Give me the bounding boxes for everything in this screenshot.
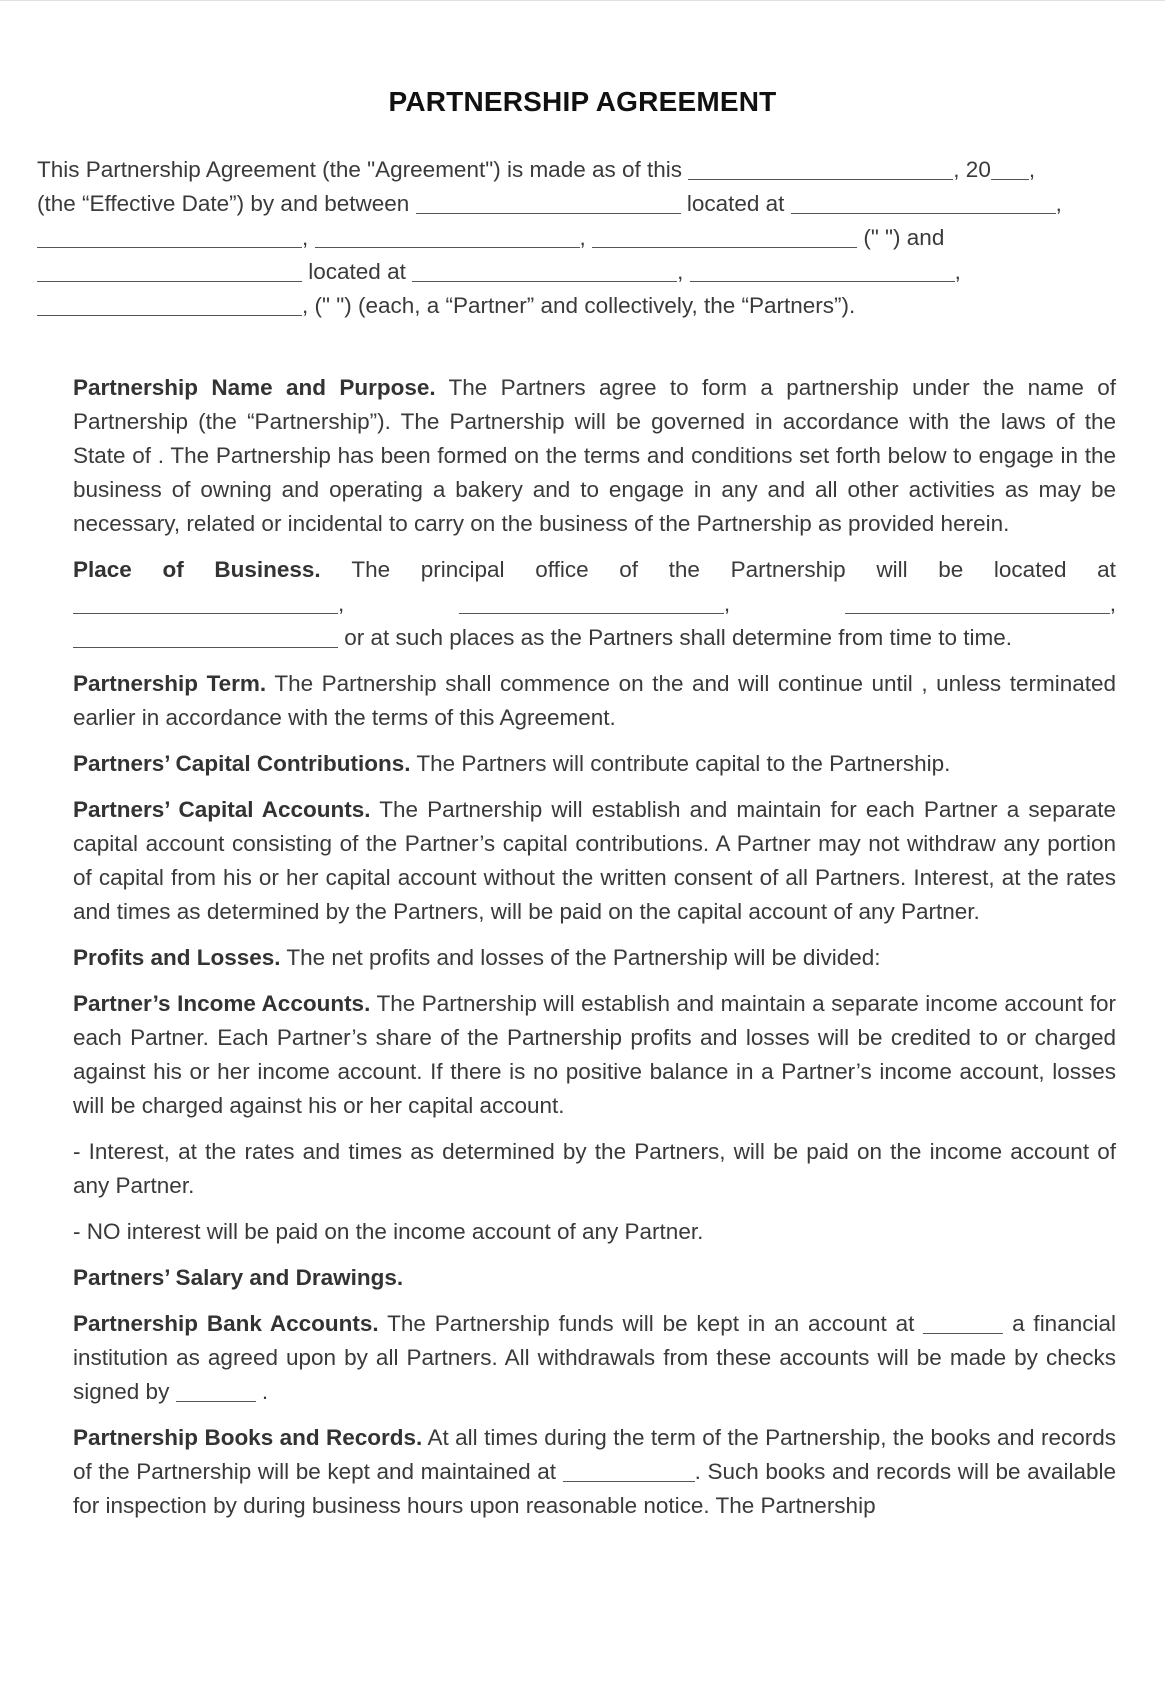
records-location-blank[interactable] <box>563 1457 695 1482</box>
partner2-city-blank[interactable] <box>690 257 955 282</box>
partner1-name-blank[interactable] <box>416 189 681 214</box>
section-place-of-business <box>73 553 1116 655</box>
section-text: a financial institution as agreed upon by all Partners. All withdrawals from these accounts will be made by checks signed by <box>73 1311 1116 1404</box>
section-heading: Partnership Name and Purpose. <box>73 375 436 400</box>
section-heading: Partners’ Capital Accounts. <box>73 797 371 822</box>
document-title: PARTNERSHIP AGREEMENT <box>388 86 777 117</box>
section-text: The Partnership will establish and maintain a separate income account for each Partner. Each Partner’s share of the Partnership profits and losses will be credited to or charged against his or her income account. If there is no positive balance in a Partner’s income account, losses will be charged against his or her capital account. <box>73 991 1116 1118</box>
intro-text: This Partnership Agreement (the "Agreement") is made as of this <box>37 157 683 182</box>
section-text: of <box>619 557 639 582</box>
section-text: . Such books and records will be available for inspection by during business hours upon reasonable notice. The Partnership <box>73 1459 1116 1518</box>
intro-block <box>37 153 1097 323</box>
comma: , <box>1028 157 1036 182</box>
comma: , <box>302 225 309 250</box>
office-city-blank[interactable] <box>459 589 724 614</box>
comma: , <box>1109 591 1116 616</box>
section-books-records <box>73 1421 1116 1523</box>
section-text: principal <box>420 557 505 582</box>
section-heading: Partnership Term. <box>73 671 267 696</box>
section-name-purpose <box>73 371 1116 541</box>
intro-text: (" ") and <box>863 225 945 250</box>
office-zip-blank[interactable] <box>73 623 338 648</box>
section-heading: Partner’s Income Accounts. <box>73 991 371 1016</box>
comma: , <box>954 259 961 284</box>
partner2-name-blank[interactable] <box>37 257 302 282</box>
office-address-blank[interactable] <box>73 589 338 614</box>
partner2-state-blank[interactable] <box>37 291 302 316</box>
pob-line-2 <box>73 587 1116 621</box>
section-text: The Partnership will establish and maintain for each Partner a separate capital account consisting of the Partner’s capital contributions. A Partner may not withdraw any portion of capital from his or her capital account without the written consent of all Partners. Interest, at the rates and times as determined by the Partners, will be paid on the capital account of any Partner. <box>73 797 1116 924</box>
intro-text: (the “Effective Date”) by and between <box>37 191 410 216</box>
partner1-city-blank[interactable] <box>37 223 302 248</box>
section-heading: Partnership Bank Accounts. <box>73 1311 379 1336</box>
section-profits-losses <box>73 941 1116 975</box>
section-text: Partnership <box>730 557 846 582</box>
section-heading: Partners’ Salary and Drawings. <box>73 1265 404 1290</box>
pob-line-3 <box>73 621 1116 655</box>
section-text: The Partners agree to form a partnership under the name of Partnership (the “Partnership”). The Partnership will be governed in accordance with the laws of the State of . The Partnership has been formed on the terms and conditions set forth below to engage in the business of owning and operating a bakery and to engage in any and all other activities as may be necessary, related or incidental to carry on the business of the Partnership as provided herein. <box>73 375 1116 536</box>
section-text: office <box>535 557 589 582</box>
located-at-label: located at <box>686 191 785 216</box>
section-term <box>73 667 1116 735</box>
section-text: The net profits and losses of the Partnership will be divided: <box>280 945 881 970</box>
section-heading: Profits and Losses. <box>73 945 281 970</box>
section-text: will <box>876 557 908 582</box>
section-text: the <box>668 557 700 582</box>
located-at-label: located at <box>308 259 406 284</box>
section-heading: Place <box>73 557 132 582</box>
intro-line-4 <box>37 255 1097 289</box>
section-heading: Partnership Books and Records. <box>73 1425 423 1450</box>
comma: , <box>723 591 731 616</box>
section-text: The Partnership shall commence on the and will continue until , unless terminated earlier in accordance with the terms of this Agreement. <box>73 671 1117 730</box>
section-heading: Partners’ Capital Contributions. <box>73 751 411 776</box>
agreement-body <box>73 371 1116 1535</box>
section-bank-accounts <box>73 1307 1116 1409</box>
year-blank[interactable] <box>991 155 1029 180</box>
office-state-blank[interactable] <box>845 589 1110 614</box>
date-blank[interactable] <box>688 155 953 180</box>
comma: , <box>338 591 345 616</box>
bank-name-blank[interactable] <box>923 1309 1003 1334</box>
top-divider <box>0 0 1165 1</box>
intro-line-3 <box>37 221 1097 255</box>
section-text: at <box>1097 557 1116 582</box>
section-text: The Partners will contribute capital to the Partnership. <box>410 751 951 776</box>
section-text: At all times during the term of the Partnership, the books and records of the Partnership will be kept and maintained at <box>73 1425 1116 1484</box>
intro-line-2 <box>37 187 1097 221</box>
section-income-accounts <box>73 987 1116 1123</box>
interest-option: - Interest, at the rates and times as determined by the Partners, will be paid on the income account of any Partner. <box>73 1139 1116 1198</box>
partner2-address-blank[interactable] <box>412 257 677 282</box>
no-interest-option: - NO interest will be paid on the income account of any Partner. <box>73 1219 704 1244</box>
section-text: be <box>938 557 964 582</box>
intro-text: , (" ") (each, a “Partner” and collectively, the “Partners”). <box>302 293 856 318</box>
section-text: or at such places as the Partners shall determine from time to time. <box>338 625 1013 650</box>
section-capital-contributions <box>73 747 1116 781</box>
check-signer-blank[interactable] <box>176 1377 256 1402</box>
comma: , <box>579 225 586 250</box>
section-text: . <box>255 1379 269 1404</box>
partner1-state-blank[interactable] <box>315 223 580 248</box>
partner1-address-blank[interactable] <box>791 189 1056 214</box>
section-heading: of <box>162 557 184 582</box>
intro-line-5 <box>37 289 1097 323</box>
intro-line-1 <box>37 153 1097 187</box>
year-prefix: , 20 <box>953 157 991 182</box>
pob-line-1 <box>73 553 1116 587</box>
section-text: The <box>351 557 391 582</box>
section-text: The Partnership funds will be kept in an account at <box>378 1311 924 1336</box>
section-heading: Business. <box>214 557 321 582</box>
section-text: located <box>993 557 1067 582</box>
partner1-zip-blank[interactable] <box>592 223 857 248</box>
section-capital-accounts <box>73 793 1116 929</box>
comma: , <box>1055 191 1062 216</box>
comma: , <box>677 259 684 284</box>
section-salary-drawings <box>73 1261 1116 1295</box>
